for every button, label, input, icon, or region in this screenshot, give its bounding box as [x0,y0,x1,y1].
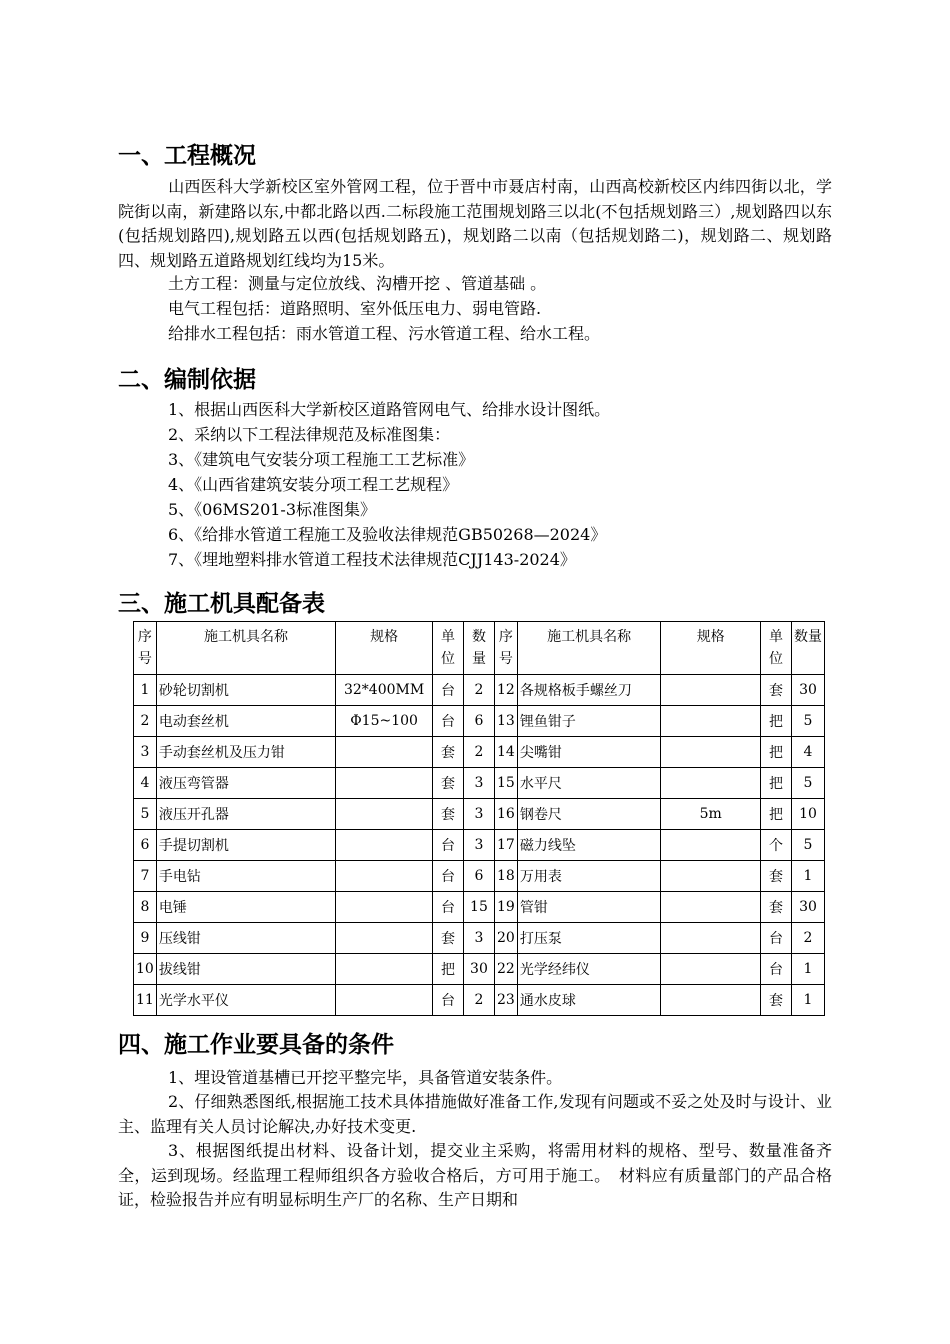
cell-name1: 手电钻 [156,861,335,892]
table-row [134,923,825,954]
cell-no2: 17 [494,830,517,861]
cell-unit1: 台 [433,830,464,861]
cell-no1: 9 [134,923,157,954]
cell-unit2: 个 [761,830,792,861]
section4-title: 四、施工作业要具备的条件 [118,1032,394,1058]
cell-name1: 压线钳 [156,923,335,954]
cell-qty2: 5 [791,706,824,737]
header-spec: 规格 [336,622,433,675]
table-row [134,675,825,706]
electrical-line: 电气工程包括：道路照明、室外低压电力、弱电管路. [168,299,542,318]
cell-unit1: 把 [433,954,464,985]
plumbing-line: 给排水工程包括：雨水管道工程、污水管道工程、给水工程。 [168,324,601,343]
cell-unit2: 把 [761,706,792,737]
cell-unit1: 套 [433,737,464,768]
cell-spec1 [336,954,433,985]
cell-name2: 万用表 [517,861,660,892]
header-qty: 数量 [463,622,494,675]
cell-qty2: 5 [791,768,824,799]
cell-name1: 液压开孔器 [156,799,335,830]
cell-spec1 [336,861,433,892]
section2-title: 二、编制依据 [118,367,256,393]
cell-no1: 6 [134,830,157,861]
header-name: 施工机具名称 [156,622,335,675]
cell-spec2 [661,830,761,861]
cell-qty1: 3 [463,799,494,830]
cell-spec2 [661,706,761,737]
cell-qty2: 1 [791,954,824,985]
basis-item-1: 1、根据山西医科大学新校区道路管网电气、给排水设计图纸。 [168,400,611,419]
cell-spec1 [336,985,433,1016]
cell-spec2 [661,737,761,768]
table-row [134,706,825,737]
cell-name2: 光学经纬仪 [517,954,660,985]
cell-spec1 [336,768,433,799]
cell-no1: 4 [134,768,157,799]
cell-spec1 [336,830,433,861]
basis-item-2: 2、采纳以下工程法律规范及标准图集： [168,425,451,444]
cell-no1: 11 [134,985,157,1016]
cell-unit1: 台 [433,861,464,892]
table-row [134,830,825,861]
cell-no2: 22 [494,954,517,985]
cell-unit2: 台 [761,923,792,954]
cell-no1: 5 [134,799,157,830]
cell-unit1: 台 [433,675,464,706]
cell-no2: 13 [494,706,517,737]
cell-qty2: 10 [791,799,824,830]
cell-name1: 电锤 [156,892,335,923]
table-header-row [134,622,825,675]
cell-qty1: 3 [463,768,494,799]
cell-no1: 10 [134,954,157,985]
table-row [134,985,825,1016]
cell-qty1: 6 [463,861,494,892]
section1-overview [118,175,832,273]
table-row [134,892,825,923]
cell-spec1 [336,737,433,768]
cell-unit2: 套 [761,892,792,923]
cell-spec1 [336,892,433,923]
cell-spec2 [661,675,761,706]
basis-item-7: 7、《埋地塑料排水管道工程技术法律规范CJJ143-2024》 [168,550,576,569]
cell-unit2: 把 [761,737,792,768]
cell-name1: 拔线钳 [156,954,335,985]
cell-name1: 液压弯管器 [156,768,335,799]
cell-unit2: 把 [761,768,792,799]
cell-unit1: 套 [433,768,464,799]
condition-item-2-text: 2、仔细熟悉图纸,根据施工技术具体措施做好准备工作,发现有问题或不妥之处及时与设计、业主、监理有关人员讨论解决,办好技术变更. [118,1092,832,1136]
basis-item-6: 6、《给排水管道工程施工及验收法律规范GB50268—2024》 [168,525,607,544]
cell-unit2: 套 [761,675,792,706]
cell-spec2 [661,985,761,1016]
cell-unit1: 台 [433,892,464,923]
cell-unit2: 把 [761,799,792,830]
cell-name2: 通水皮球 [517,985,660,1016]
cell-name1: 手提切割机 [156,830,335,861]
cell-spec2 [661,923,761,954]
cell-qty1: 2 [463,675,494,706]
basis-item-3: 3、《建筑电气安装分项工程施工工艺标准》 [168,450,475,469]
cell-unit2: 台 [761,954,792,985]
cell-qty1: 6 [463,706,494,737]
cell-qty1: 3 [463,830,494,861]
cell-qty1: 2 [463,737,494,768]
overview-text: 山西医科大学新校区室外管网工程，位于晋中市聂店村南，山西高校新校区内纬四街以北，学院街以南，新建路以东,中都北路以西.二标段施工范围规划路三以北(不包括规划路三）,规划路四以东(包括规划路四),规划路五以西(包括规划路五)，规划路二以南（包括规划路二)，规划路二、规划路四、规划路五道路规划红线均为15米。 [118,177,832,270]
cell-qty2: 1 [791,985,824,1016]
earthwork-line: 土方工程：测量与定位放线、沟槽开挖 、管道基础 。 [168,274,547,293]
table-row [134,799,825,830]
cell-name1: 光学水平仪 [156,985,335,1016]
cell-qty2: 30 [791,892,824,923]
cell-qty2: 30 [791,675,824,706]
cell-no1: 2 [134,706,157,737]
cell-name2: 锂鱼钳子 [517,706,660,737]
cell-unit1: 套 [433,799,464,830]
cell-no2: 23 [494,985,517,1016]
header-no-2: 序号 [494,622,517,675]
table-row [134,861,825,892]
cell-no2: 15 [494,768,517,799]
cell-spec2 [661,768,761,799]
header-unit: 单位 [433,622,464,675]
cell-unit1: 台 [433,706,464,737]
cell-qty1: 3 [463,923,494,954]
cell-qty2: 5 [791,830,824,861]
cell-spec1: Φ15~100 [336,706,433,737]
cell-name2: 钢卷尺 [517,799,660,830]
table-row [134,737,825,768]
cell-qty2: 1 [791,861,824,892]
cell-qty2: 2 [791,923,824,954]
basis-item-4: 4、《山西省建筑安装分项工程工艺规程》 [168,475,459,494]
basis-item-5: 5、《06MS201-3标准图集》 [168,500,377,519]
cell-name2: 管钳 [517,892,660,923]
section3-title: 三、施工机具配备表 [118,591,325,617]
cell-no1: 1 [134,675,157,706]
cell-unit2: 套 [761,985,792,1016]
cell-spec2 [661,861,761,892]
cell-name2: 尖嘴钳 [517,737,660,768]
header-no: 序号 [134,622,157,675]
cell-spec1 [336,923,433,954]
condition-item-1: 1、埋设管道基槽已开挖平整完毕，具备管道安装条件。 [168,1068,563,1087]
cell-name2: 各规格板手螺丝刀 [517,675,660,706]
cell-no2: 19 [494,892,517,923]
cell-unit1: 套 [433,923,464,954]
cell-no1: 3 [134,737,157,768]
cell-qty1: 15 [463,892,494,923]
cell-no2: 16 [494,799,517,830]
cell-no2: 14 [494,737,517,768]
condition-item-3-text: 3、根据图纸提出材料、设备计划，提交业主采购，将需用材料的规格、型号、数量准备齐全，运到现场。经监理工程师组织各方验收合格后，方可用于施工。 材料应有质量部门的产品合格证，检验报告并应有明显标明生产厂的名称、生产日期和 [118,1141,832,1209]
cell-name2: 磁力线坠 [517,830,660,861]
cell-name1: 手动套丝机及压力钳 [156,737,335,768]
cell-spec1: 32*400MM [336,675,433,706]
header-unit-2: 单位 [761,622,792,675]
table-row [134,768,825,799]
cell-spec2 [661,892,761,923]
equipment-table [133,621,825,1016]
cell-spec1 [336,799,433,830]
header-qty-2: 数量 [791,622,824,675]
cell-no1: 7 [134,861,157,892]
cell-no2: 12 [494,675,517,706]
condition-item-2 [118,1090,832,1139]
cell-unit1: 台 [433,985,464,1016]
header-spec-2: 规格 [661,622,761,675]
cell-name2: 水平尺 [517,768,660,799]
cell-name1: 电动套丝机 [156,706,335,737]
cell-no1: 8 [134,892,157,923]
cell-unit2: 套 [761,861,792,892]
cell-no2: 20 [494,923,517,954]
cell-name1: 砂轮切割机 [156,675,335,706]
cell-qty1: 30 [463,954,494,985]
table-body [134,675,825,1016]
cell-qty2: 4 [791,737,824,768]
cell-spec2: 5m [661,799,761,830]
table-row [134,954,825,985]
cell-spec2 [661,954,761,985]
cell-no2: 18 [494,861,517,892]
cell-name2: 打压泵 [517,923,660,954]
cell-qty1: 2 [463,985,494,1016]
section1-title: 一、工程概况 [118,143,256,169]
header-name-2: 施工机具名称 [517,622,660,675]
condition-item-3 [118,1139,832,1213]
